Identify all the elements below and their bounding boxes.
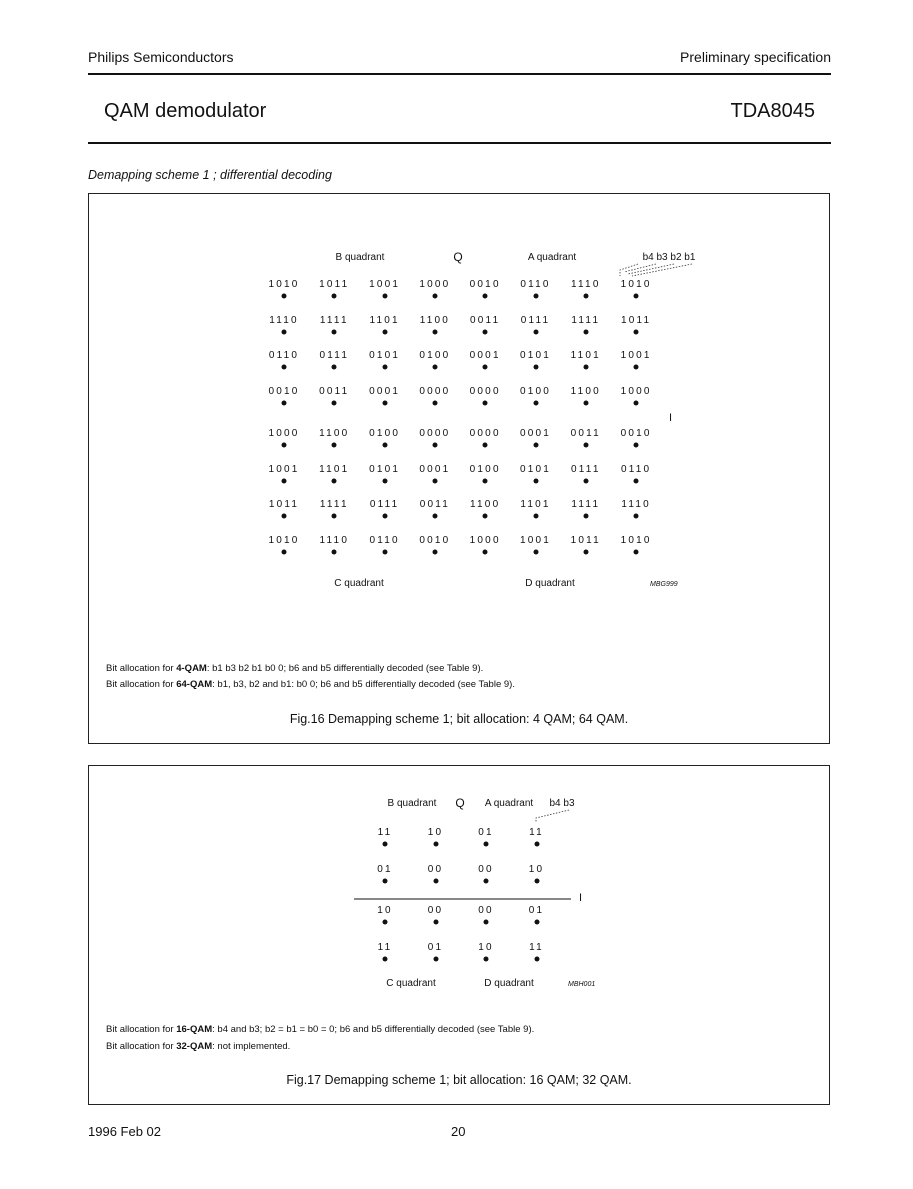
constellation-point xyxy=(432,365,437,370)
bit-legend: b4 b3 xyxy=(549,798,575,809)
bit-code-label: 0110 xyxy=(620,463,652,475)
constellation-point xyxy=(332,478,337,483)
constellation-point xyxy=(432,294,437,299)
bit-code-label: 0011 xyxy=(470,314,501,326)
bit-code-label: 11 xyxy=(529,827,544,838)
constellation-point xyxy=(332,443,337,448)
bit-code-label: 1111 xyxy=(571,499,601,510)
company-name: Philips Semiconductors xyxy=(88,49,234,65)
bit-code-label: 01 xyxy=(478,827,494,838)
constellation-point xyxy=(634,478,639,483)
constellation-point xyxy=(282,514,287,519)
bit-code-label: 0110 xyxy=(369,534,400,546)
bit-code-label: 1011 xyxy=(268,499,300,510)
document-type: Preliminary specification xyxy=(680,49,831,65)
constellation-point xyxy=(484,957,489,962)
constellation-point xyxy=(282,365,287,370)
section-title: Demapping scheme 1 ; differential decoding xyxy=(88,168,332,182)
bit-code-label: 1011 xyxy=(319,279,350,290)
bit-code-label: 1010 xyxy=(620,279,652,290)
bit-code-label: 0100 xyxy=(369,428,401,439)
constellation-point xyxy=(332,294,337,299)
note-32qam: Bit allocation for 32-QAM: not implemented. xyxy=(106,1041,291,1052)
bit-code-label: 0101 xyxy=(519,350,552,361)
figure-17-caption: Fig.17 Demapping scheme 1; bit allocation: 16 QAM; 32 QAM. xyxy=(286,1073,632,1087)
bit-code-label: 1100 xyxy=(570,385,601,397)
constellation-point xyxy=(583,443,588,448)
constellation-point xyxy=(332,549,337,554)
constellation-point xyxy=(483,400,488,405)
constellation-point xyxy=(634,549,639,554)
bit-code-label: 0001 xyxy=(419,463,451,475)
bit-code-label: 1010 xyxy=(268,534,300,546)
footer-date: 1996 Feb 02 xyxy=(88,1124,162,1139)
quadrant-d-label: D quadrant xyxy=(484,978,534,989)
constellation-point xyxy=(483,514,488,519)
constellation-point xyxy=(483,329,488,334)
bit-code-label: 0110 xyxy=(268,350,300,361)
bit-legend-leader-lines xyxy=(89,194,829,743)
constellation-point xyxy=(382,365,387,370)
constellation-point xyxy=(533,329,538,334)
bit-code-label: 0101 xyxy=(369,350,401,361)
constellation-point xyxy=(534,879,539,884)
constellation-point xyxy=(383,879,388,884)
axis-and-leader-lines xyxy=(89,766,829,1104)
bit-code-label: 0111 xyxy=(369,499,400,510)
bit-code-label: 1110 xyxy=(571,279,601,290)
bit-code-label: 0010 xyxy=(620,428,652,439)
constellation-point xyxy=(383,842,388,847)
constellation-point xyxy=(634,329,639,334)
bit-code-label: 1010 xyxy=(620,534,652,546)
bit-code-label: 1111 xyxy=(319,499,349,510)
bit-code-label: 00 xyxy=(478,864,494,875)
constellation-point xyxy=(533,365,538,370)
constellation-point xyxy=(634,514,639,519)
constellation-point xyxy=(433,842,438,847)
bit-code-label: 1011 xyxy=(570,534,601,546)
bit-code-label: 00 xyxy=(478,905,494,916)
constellation-point xyxy=(484,920,489,925)
figure-16-caption: Fig.16 Demapping scheme 1; bit allocation: 4 QAM; 64 QAM. xyxy=(289,712,629,726)
bit-code-label: 1100 xyxy=(470,499,501,510)
note-64qam: Bit allocation for 64-QAM: b1, b3, b2 and b1: b0 0; b6 and b5 differentially decoded (see Table 9). xyxy=(106,679,515,690)
bit-code-label: 0010 xyxy=(419,534,451,546)
constellation-point xyxy=(432,549,437,554)
constellation-point xyxy=(583,400,588,405)
quadrant-d-label: D quadrant xyxy=(525,578,575,589)
quadrant-c-label: C quadrant xyxy=(334,578,384,589)
bit-code-label: 0000 xyxy=(419,385,451,397)
bit-code-label: 0000 xyxy=(469,428,501,439)
quadrant-b-label: B quadrant xyxy=(387,798,437,809)
constellation-point xyxy=(432,443,437,448)
constellation-point xyxy=(282,294,287,299)
constellation-point xyxy=(382,329,387,334)
bit-code-label: 0111 xyxy=(520,314,551,326)
bit-code-label: 0001 xyxy=(519,428,552,439)
bit-code-label: 1010 xyxy=(268,279,300,290)
i-axis-label: I xyxy=(579,892,583,904)
bit-code-label: 0000 xyxy=(469,385,501,397)
bit-code-label: 0000 xyxy=(419,428,451,439)
figure-17 xyxy=(88,765,830,1105)
header-rule-top xyxy=(88,73,831,75)
quadrant-c-label: C quadrant xyxy=(386,978,436,989)
constellation-point xyxy=(484,842,489,847)
bit-code-label: 00 xyxy=(427,864,444,875)
bit-code-label: 1000 xyxy=(268,428,300,439)
constellation-point xyxy=(534,957,539,962)
constellation-point xyxy=(332,400,337,405)
bit-code-label: 1101 xyxy=(369,314,400,326)
constellation-point xyxy=(432,478,437,483)
constellation-point xyxy=(484,879,489,884)
bit-code-label: 1111 xyxy=(319,314,349,326)
constellation-point xyxy=(382,549,387,554)
constellation-point xyxy=(332,329,337,334)
constellation-point xyxy=(383,920,388,925)
constellation-point xyxy=(583,365,588,370)
note-16qam: Bit allocation for 16-QAM: b4 and b3; b2 = b1 = b0 = 0; b6 and b5 differentially decoded (see Table 9). xyxy=(106,1024,535,1035)
constellation-point xyxy=(583,478,588,483)
constellation-point xyxy=(534,920,539,925)
bit-code-label: 1000 xyxy=(419,279,451,290)
constellation-point xyxy=(583,549,588,554)
constellation-point xyxy=(534,842,539,847)
bit-code-label: 1101 xyxy=(319,463,350,475)
bit-code-label: 0101 xyxy=(369,463,401,475)
constellation-point xyxy=(282,400,287,405)
constellation-point xyxy=(332,514,337,519)
bit-code-label: 1110 xyxy=(621,499,651,510)
bit-code-label: 0100 xyxy=(419,350,451,361)
bit-code-label: 11 xyxy=(377,942,393,953)
bit-code-label: 1001 xyxy=(519,534,552,546)
constellation-point xyxy=(533,478,538,483)
bit-code-label: 11 xyxy=(377,827,393,838)
header-rule-bottom xyxy=(88,142,831,144)
bit-code-label: 10 xyxy=(427,827,444,838)
constellation-point xyxy=(433,957,438,962)
q-axis-label: Q xyxy=(453,250,463,264)
bit-code-label: 0010 xyxy=(469,279,501,290)
bit-code-label: 1101 xyxy=(520,499,551,510)
figure-code: MBH001 xyxy=(568,981,596,988)
bit-code-label: 0001 xyxy=(369,385,401,397)
constellation-point xyxy=(483,478,488,483)
part-number: TDA8045 xyxy=(730,100,815,122)
quadrant-b-label: B quadrant xyxy=(335,252,385,263)
constellation-point xyxy=(483,294,488,299)
bit-code-label: 01 xyxy=(427,942,444,953)
constellation-point xyxy=(583,329,588,334)
bit-code-label: 10 xyxy=(377,905,393,916)
constellation-point xyxy=(583,294,588,299)
constellation-point xyxy=(282,549,287,554)
bit-code-label: 0100 xyxy=(519,385,552,397)
bit-code-label: 1001 xyxy=(369,279,401,290)
q-axis-label: Q xyxy=(455,796,465,810)
constellation-point xyxy=(634,400,639,405)
constellation-point xyxy=(483,443,488,448)
constellation-point xyxy=(282,329,287,334)
constellation-point xyxy=(382,514,387,519)
constellation-point xyxy=(433,920,438,925)
bit-code-label: 1100 xyxy=(419,314,451,326)
constellation-point xyxy=(282,478,287,483)
figure-code: MBG999 xyxy=(650,581,678,588)
constellation-point xyxy=(433,879,438,884)
constellation-point xyxy=(382,443,387,448)
i-axis-label: I xyxy=(669,412,673,424)
bit-code-label: 10 xyxy=(528,864,545,875)
constellation-point xyxy=(483,365,488,370)
constellation-point xyxy=(533,294,538,299)
bit-code-label: 1000 xyxy=(620,385,652,397)
constellation-point xyxy=(432,329,437,334)
constellation-point xyxy=(533,400,538,405)
bit-code-label: 1110 xyxy=(319,534,350,546)
document-title: QAM demodulator xyxy=(104,100,267,122)
bit-code-label: 10 xyxy=(478,942,494,953)
bit-code-label: 0011 xyxy=(419,499,451,510)
bit-code-label: 00 xyxy=(427,905,444,916)
constellation-point xyxy=(634,294,639,299)
bit-code-label: 0001 xyxy=(469,350,501,361)
constellation-point xyxy=(533,443,538,448)
constellation-point xyxy=(533,549,538,554)
bit-code-label: 0110 xyxy=(520,279,551,290)
bit-legend: b4 b3 b2 b1 xyxy=(642,252,696,263)
bit-code-label: 0010 xyxy=(268,385,300,397)
constellation-point xyxy=(432,514,437,519)
constellation-point xyxy=(634,443,639,448)
quadrant-a-label: A quadrant xyxy=(484,798,534,809)
constellation-point xyxy=(382,478,387,483)
bit-code-label: 01 xyxy=(528,905,545,916)
bit-code-label: 11 xyxy=(529,942,544,953)
constellation-point xyxy=(382,294,387,299)
constellation-point xyxy=(583,514,588,519)
bit-code-label: 1011 xyxy=(620,314,652,326)
bit-code-label: 1110 xyxy=(269,314,299,326)
constellation-point xyxy=(634,365,639,370)
bit-code-label: 1001 xyxy=(268,463,300,475)
constellation-point xyxy=(282,443,287,448)
constellation-point xyxy=(533,514,538,519)
bit-code-label: 1000 xyxy=(469,534,501,546)
bit-code-label: 0011 xyxy=(570,428,601,439)
bit-code-label: 0111 xyxy=(571,463,601,475)
page-number: 20 xyxy=(451,1124,466,1139)
constellation-point xyxy=(332,365,337,370)
bit-code-label: 1101 xyxy=(570,350,601,361)
constellation-point xyxy=(432,400,437,405)
bit-code-label: 1001 xyxy=(620,350,652,361)
constellation-point xyxy=(383,957,388,962)
note-4qam: Bit allocation for 4-QAM: b1 b3 b2 b1 b0 0; b6 and b5 differentially decoded (see Table 9). xyxy=(106,663,484,674)
bit-code-label: 0111 xyxy=(319,350,350,361)
constellation-point xyxy=(483,549,488,554)
bit-code-label: 0101 xyxy=(519,463,552,475)
figure-16 xyxy=(88,193,830,744)
constellation-point xyxy=(382,400,387,405)
bit-code-label: 0100 xyxy=(469,463,501,475)
bit-code-label: 1100 xyxy=(319,428,350,439)
bit-code-label: 01 xyxy=(377,864,393,875)
bit-code-label: 1111 xyxy=(571,314,601,326)
bit-code-label: 0011 xyxy=(319,385,350,397)
quadrant-a-label: A quadrant xyxy=(527,252,577,263)
